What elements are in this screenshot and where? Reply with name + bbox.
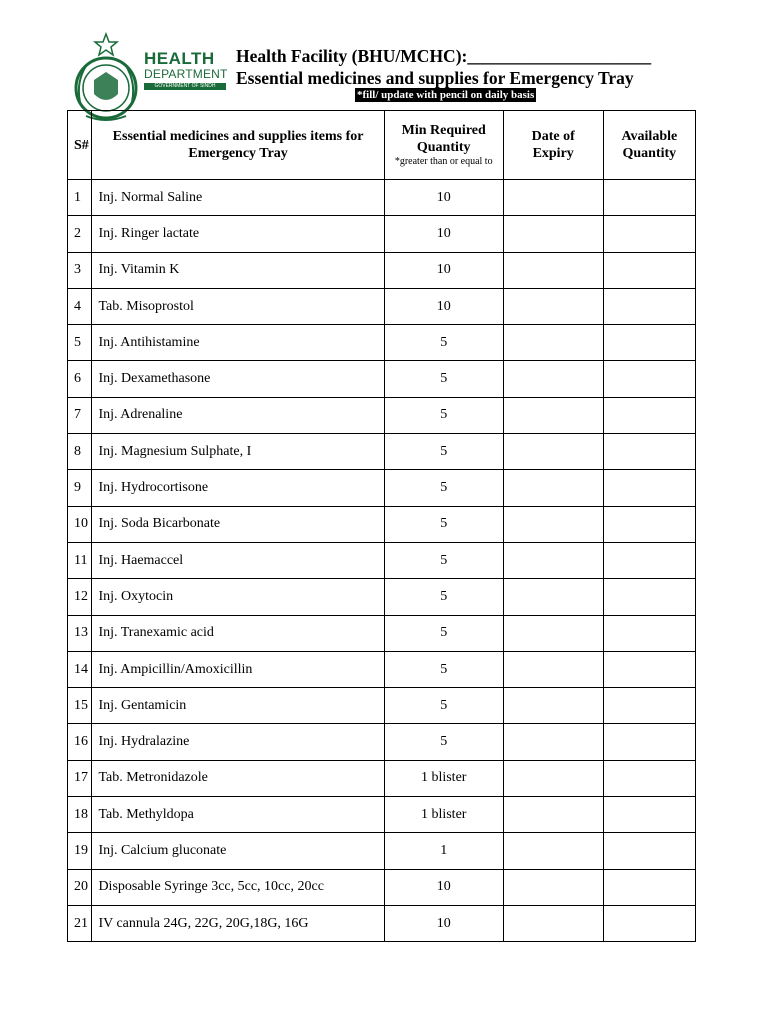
item-name-cell: Inj. Antihistamine <box>92 325 384 361</box>
date-of-expiry-cell[interactable] <box>503 651 603 687</box>
table-row <box>68 688 696 724</box>
item-name-cell: Inj. Ringer lactate <box>92 216 384 252</box>
table-row <box>68 724 696 760</box>
date-of-expiry-cell[interactable] <box>503 325 603 361</box>
date-of-expiry-cell[interactable] <box>503 869 603 905</box>
table-row <box>68 470 696 506</box>
column-header-sn: S# <box>68 111 92 180</box>
available-quantity-cell[interactable] <box>603 615 695 651</box>
item-name-cell: Inj. Calcium gluconate <box>92 833 384 869</box>
serial-number-cell: 7 <box>68 397 92 433</box>
date-of-expiry-cell[interactable] <box>503 434 603 470</box>
min-quantity-cell: 10 <box>384 288 503 324</box>
table-row <box>68 651 696 687</box>
table-row <box>68 869 696 905</box>
min-quantity-cell: 5 <box>384 579 503 615</box>
date-of-expiry-cell[interactable] <box>503 688 603 724</box>
item-name-cell: Inj. Oxytocin <box>92 579 384 615</box>
table-row <box>68 905 696 941</box>
table-row <box>68 579 696 615</box>
item-name-cell: Inj. Dexamethasone <box>92 361 384 397</box>
serial-number-cell: 10 <box>68 506 92 542</box>
table-row <box>68 760 696 796</box>
min-quantity-cell: 5 <box>384 542 503 578</box>
qty-header-note: *greater than or equal to <box>394 156 493 167</box>
available-quantity-cell[interactable] <box>603 470 695 506</box>
date-of-expiry-cell[interactable] <box>503 506 603 542</box>
min-quantity-cell: 5 <box>384 397 503 433</box>
available-quantity-cell[interactable] <box>603 579 695 615</box>
serial-number-cell: 13 <box>68 615 92 651</box>
serial-number-cell: 3 <box>68 252 92 288</box>
item-name-cell: Tab. Methyldopa <box>92 797 384 833</box>
item-name-cell: Inj. Gentamicin <box>92 688 384 724</box>
item-name-cell: Inj. Normal Saline <box>92 180 384 216</box>
column-header-item: Essential medicines and supplies items for Emergency Tray <box>92 111 384 180</box>
column-header-expiry: Date of Expiry <box>503 111 603 180</box>
min-quantity-cell: 5 <box>384 470 503 506</box>
table-row <box>68 325 696 361</box>
serial-number-cell: 5 <box>68 325 92 361</box>
column-header-qty <box>384 111 503 180</box>
table-row <box>68 434 696 470</box>
min-quantity-cell: 5 <box>384 361 503 397</box>
available-quantity-cell[interactable] <box>603 361 695 397</box>
date-of-expiry-cell[interactable] <box>503 724 603 760</box>
table-row <box>68 216 696 252</box>
serial-number-cell: 2 <box>68 216 92 252</box>
serial-number-cell: 17 <box>68 760 92 796</box>
min-quantity-cell: 5 <box>384 615 503 651</box>
date-of-expiry-cell[interactable] <box>503 797 603 833</box>
available-quantity-cell[interactable] <box>603 869 695 905</box>
logo-health-text: HEALTH <box>144 49 215 68</box>
date-of-expiry-cell[interactable] <box>503 361 603 397</box>
available-quantity-cell[interactable] <box>603 252 695 288</box>
min-quantity-cell: 5 <box>384 325 503 361</box>
column-header-available: Available Quantity <box>603 111 695 180</box>
available-quantity-cell[interactable] <box>603 833 695 869</box>
min-quantity-cell: 10 <box>384 180 503 216</box>
serial-number-cell: 15 <box>68 688 92 724</box>
table-row <box>68 288 696 324</box>
date-of-expiry-cell[interactable] <box>503 760 603 796</box>
table-row <box>68 180 696 216</box>
available-quantity-cell[interactable] <box>603 651 695 687</box>
date-of-expiry-cell[interactable] <box>503 216 603 252</box>
item-name-cell: Inj. Adrenaline <box>92 397 384 433</box>
available-quantity-cell[interactable] <box>603 724 695 760</box>
min-quantity-cell: 1 blister <box>384 760 503 796</box>
table-row <box>68 615 696 651</box>
item-name-cell: Inj. Haemaccel <box>92 542 384 578</box>
date-of-expiry-cell[interactable] <box>503 397 603 433</box>
serial-number-cell: 16 <box>68 724 92 760</box>
min-quantity-cell: 5 <box>384 724 503 760</box>
table-header-row <box>68 111 696 180</box>
date-of-expiry-cell[interactable] <box>503 252 603 288</box>
logo-department-text: DEPARTMENT <box>144 67 228 81</box>
date-of-expiry-cell[interactable] <box>503 579 603 615</box>
table-row <box>68 397 696 433</box>
min-quantity-cell: 5 <box>384 688 503 724</box>
available-quantity-cell[interactable] <box>603 506 695 542</box>
item-name-cell: Inj. Hydralazine <box>92 724 384 760</box>
min-quantity-cell: 10 <box>384 252 503 288</box>
date-of-expiry-cell[interactable] <box>503 542 603 578</box>
available-quantity-cell[interactable] <box>603 797 695 833</box>
item-name-cell: Inj. Magnesium Sulphate, I <box>92 434 384 470</box>
min-quantity-cell: 5 <box>384 506 503 542</box>
available-quantity-cell[interactable] <box>603 397 695 433</box>
date-of-expiry-cell[interactable] <box>503 615 603 651</box>
table-row <box>68 506 696 542</box>
table-row <box>68 361 696 397</box>
serial-number-cell: 18 <box>68 797 92 833</box>
available-quantity-cell[interactable] <box>603 688 695 724</box>
facility-name-line: Health Facility (BHU/MCHC):_____________________ <box>236 46 652 66</box>
serial-number-cell: 6 <box>68 361 92 397</box>
date-of-expiry-cell[interactable] <box>503 470 603 506</box>
serial-number-cell: 11 <box>68 542 92 578</box>
serial-number-cell: 19 <box>68 833 92 869</box>
item-name-cell: Inj. Tranexamic acid <box>92 615 384 651</box>
date-of-expiry-cell[interactable] <box>503 833 603 869</box>
date-of-expiry-cell[interactable] <box>503 288 603 324</box>
item-name-cell: Tab. Metronidazole <box>92 760 384 796</box>
table-row <box>68 252 696 288</box>
available-quantity-cell[interactable] <box>603 288 695 324</box>
item-name-cell: IV cannula 24G, 22G, 20G,18G, 16G <box>92 905 384 941</box>
min-quantity-cell: 10 <box>384 216 503 252</box>
min-quantity-cell: 1 <box>384 833 503 869</box>
date-of-expiry-cell[interactable] <box>503 180 603 216</box>
serial-number-cell: 21 <box>68 905 92 941</box>
table-row <box>68 542 696 578</box>
table-row <box>68 797 696 833</box>
logo-government-text: GOVERNMENT OF SINDH <box>144 83 226 90</box>
item-name-cell: Inj. Soda Bicarbonate <box>92 506 384 542</box>
serial-number-cell: 14 <box>68 651 92 687</box>
item-name-cell: Inj. Ampicillin/Amoxicillin <box>92 651 384 687</box>
min-quantity-cell: 5 <box>384 651 503 687</box>
min-quantity-cell: 10 <box>384 869 503 905</box>
serial-number-cell: 12 <box>68 579 92 615</box>
qty-header-label: Min Required Quantity <box>401 123 486 155</box>
serial-number-cell: 20 <box>68 869 92 905</box>
min-quantity-cell: 5 <box>384 434 503 470</box>
available-quantity-cell[interactable] <box>603 905 695 941</box>
emergency-tray-table <box>67 110 696 942</box>
available-quantity-cell[interactable] <box>603 325 695 361</box>
item-name-cell: Tab. Misoprostol <box>92 288 384 324</box>
available-quantity-cell[interactable] <box>603 216 695 252</box>
serial-number-cell: 8 <box>68 434 92 470</box>
page-title: Essential medicines and supplies for Emergency Tray <box>236 68 634 88</box>
available-quantity-cell[interactable] <box>603 542 695 578</box>
available-quantity-cell[interactable] <box>603 434 695 470</box>
table-row <box>68 833 696 869</box>
min-quantity-cell: 1 blister <box>384 797 503 833</box>
instruction-note: *fill/ update with pencil on daily basis <box>357 89 535 101</box>
item-name-cell: Inj. Vitamin K <box>92 252 384 288</box>
min-quantity-cell: 10 <box>384 905 503 941</box>
serial-number-cell: 4 <box>68 288 92 324</box>
item-name-cell: Disposable Syringe 3cc, 5cc, 10cc, 20cc <box>92 869 384 905</box>
item-name-cell: Inj. Hydrocortisone <box>92 470 384 506</box>
available-quantity-cell[interactable] <box>603 180 695 216</box>
serial-number-cell: 9 <box>68 470 92 506</box>
date-of-expiry-cell[interactable] <box>503 905 603 941</box>
available-quantity-cell[interactable] <box>603 760 695 796</box>
serial-number-cell: 1 <box>68 180 92 216</box>
